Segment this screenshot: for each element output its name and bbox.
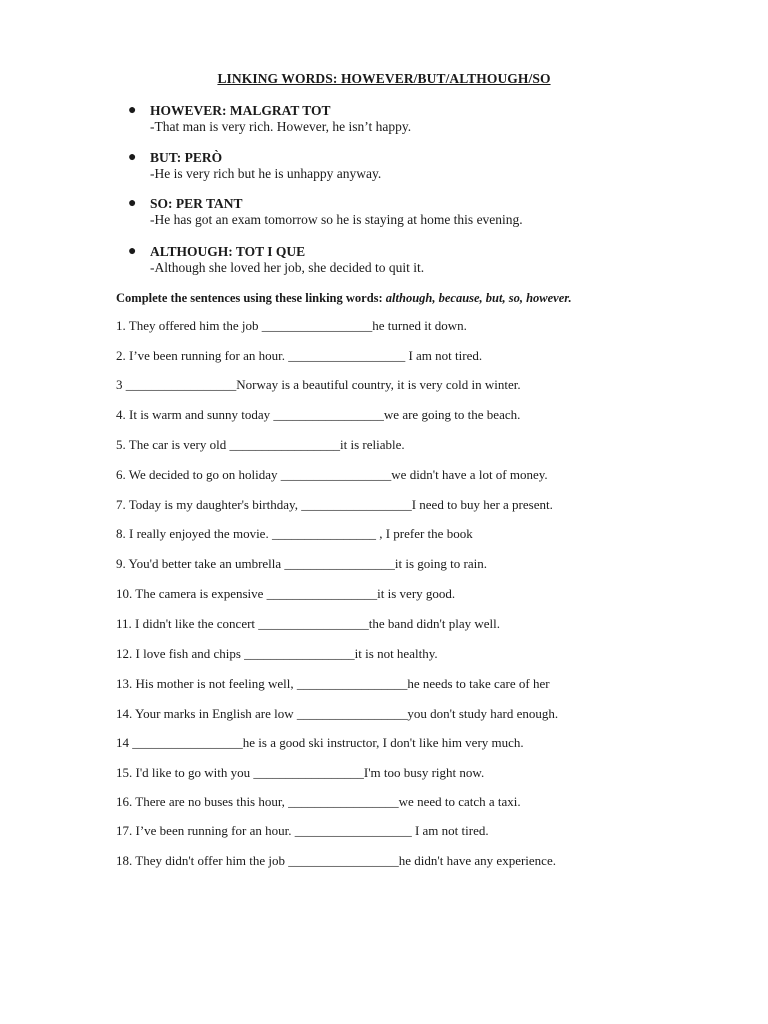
rule-heading: BUT: PERÒ — [150, 150, 223, 165]
exercise-item: 17. I’ve been running for an hour. __________________ I am not tired. — [116, 823, 489, 838]
exercise-item: 16. There are no buses this hour, _________________we need to catch a taxi. — [116, 794, 521, 809]
rule-but — [128, 150, 648, 182]
rule-example: -That man is very rich. However, he isn’t happy. — [150, 119, 412, 134]
exercise-instructions — [116, 290, 716, 306]
rule-heading: HOWEVER: MALGRAT TOT — [150, 103, 331, 118]
page-title: LINKING WORDS: HOWEVER/BUT/ALTHOUGH/SO — [217, 71, 551, 86]
exercise-item: 14. Your marks in English are low _________________you don't study hard enough. — [116, 706, 559, 721]
exercise-item: 9. You'd better take an umbrella _________________it is going to rain. — [116, 556, 487, 571]
exercise-item: 11. I didn't like the concert _________________the band didn't play well. — [116, 616, 501, 631]
instructions-words: although, because, but, so, however. — [385, 291, 572, 305]
exercise-item: 3 _________________Norway is a beautiful country, it is very cold in winter. — [116, 377, 521, 392]
rule-heading: SO: PER TANT — [150, 196, 243, 211]
exercise-item: 5. The car is very old _________________it is reliable. — [116, 437, 405, 452]
bullet-icon: ● — [128, 103, 137, 118]
bullet-icon: ● — [128, 150, 137, 165]
exercise-item: 2. I’ve been running for an hour. __________________ I am not tired. — [116, 348, 483, 363]
instructions-lead: Complete the sentences using these linking words: — [116, 291, 386, 305]
rule-so — [128, 196, 648, 228]
exercise-item: 12. I love fish and chips _________________it is not healthy. — [116, 646, 438, 661]
rule-heading: ALTHOUGH: TOT I QUE — [150, 244, 306, 259]
exercise-item: 15. I'd like to go with you _________________I'm too busy right now. — [116, 765, 485, 780]
exercise-item: 4. It is warm and sunny today _________________we are going to the beach. — [116, 407, 521, 422]
bullet-icon: ● — [128, 196, 137, 211]
exercise-item: 1. They offered him the job _________________he turned it down. — [116, 318, 467, 333]
rule-example: -He is very rich but he is unhappy anyway. — [150, 166, 382, 181]
exercise-item: 14 _________________he is a good ski instructor, I don't like him very much. — [116, 735, 524, 750]
bullet-icon: ● — [128, 244, 137, 259]
exercise-item: 8. I really enjoyed the movie. ________________ , I prefer the book — [116, 526, 473, 541]
rule-however — [128, 103, 648, 135]
exercise-item: 6. We decided to go on holiday _________________we didn't have a lot of money. — [116, 467, 548, 482]
rule-although — [128, 244, 648, 276]
exercise-item: 7. Today is my daughter's birthday, _________________I need to buy her a present. — [116, 497, 553, 512]
exercise-item: 18. They didn't offer him the job _________________he didn't have any experience. — [116, 853, 556, 868]
rule-example: -He has got an exam tomorrow so he is staying at home this evening. — [150, 212, 523, 227]
rule-example: -Although she loved her job, she decided to quit it. — [150, 260, 425, 275]
exercise-item: 10. The camera is expensive _________________it is very good. — [116, 586, 456, 601]
exercise-item: 13. His mother is not feeling well, _________________he needs to take care of her — [116, 676, 550, 691]
